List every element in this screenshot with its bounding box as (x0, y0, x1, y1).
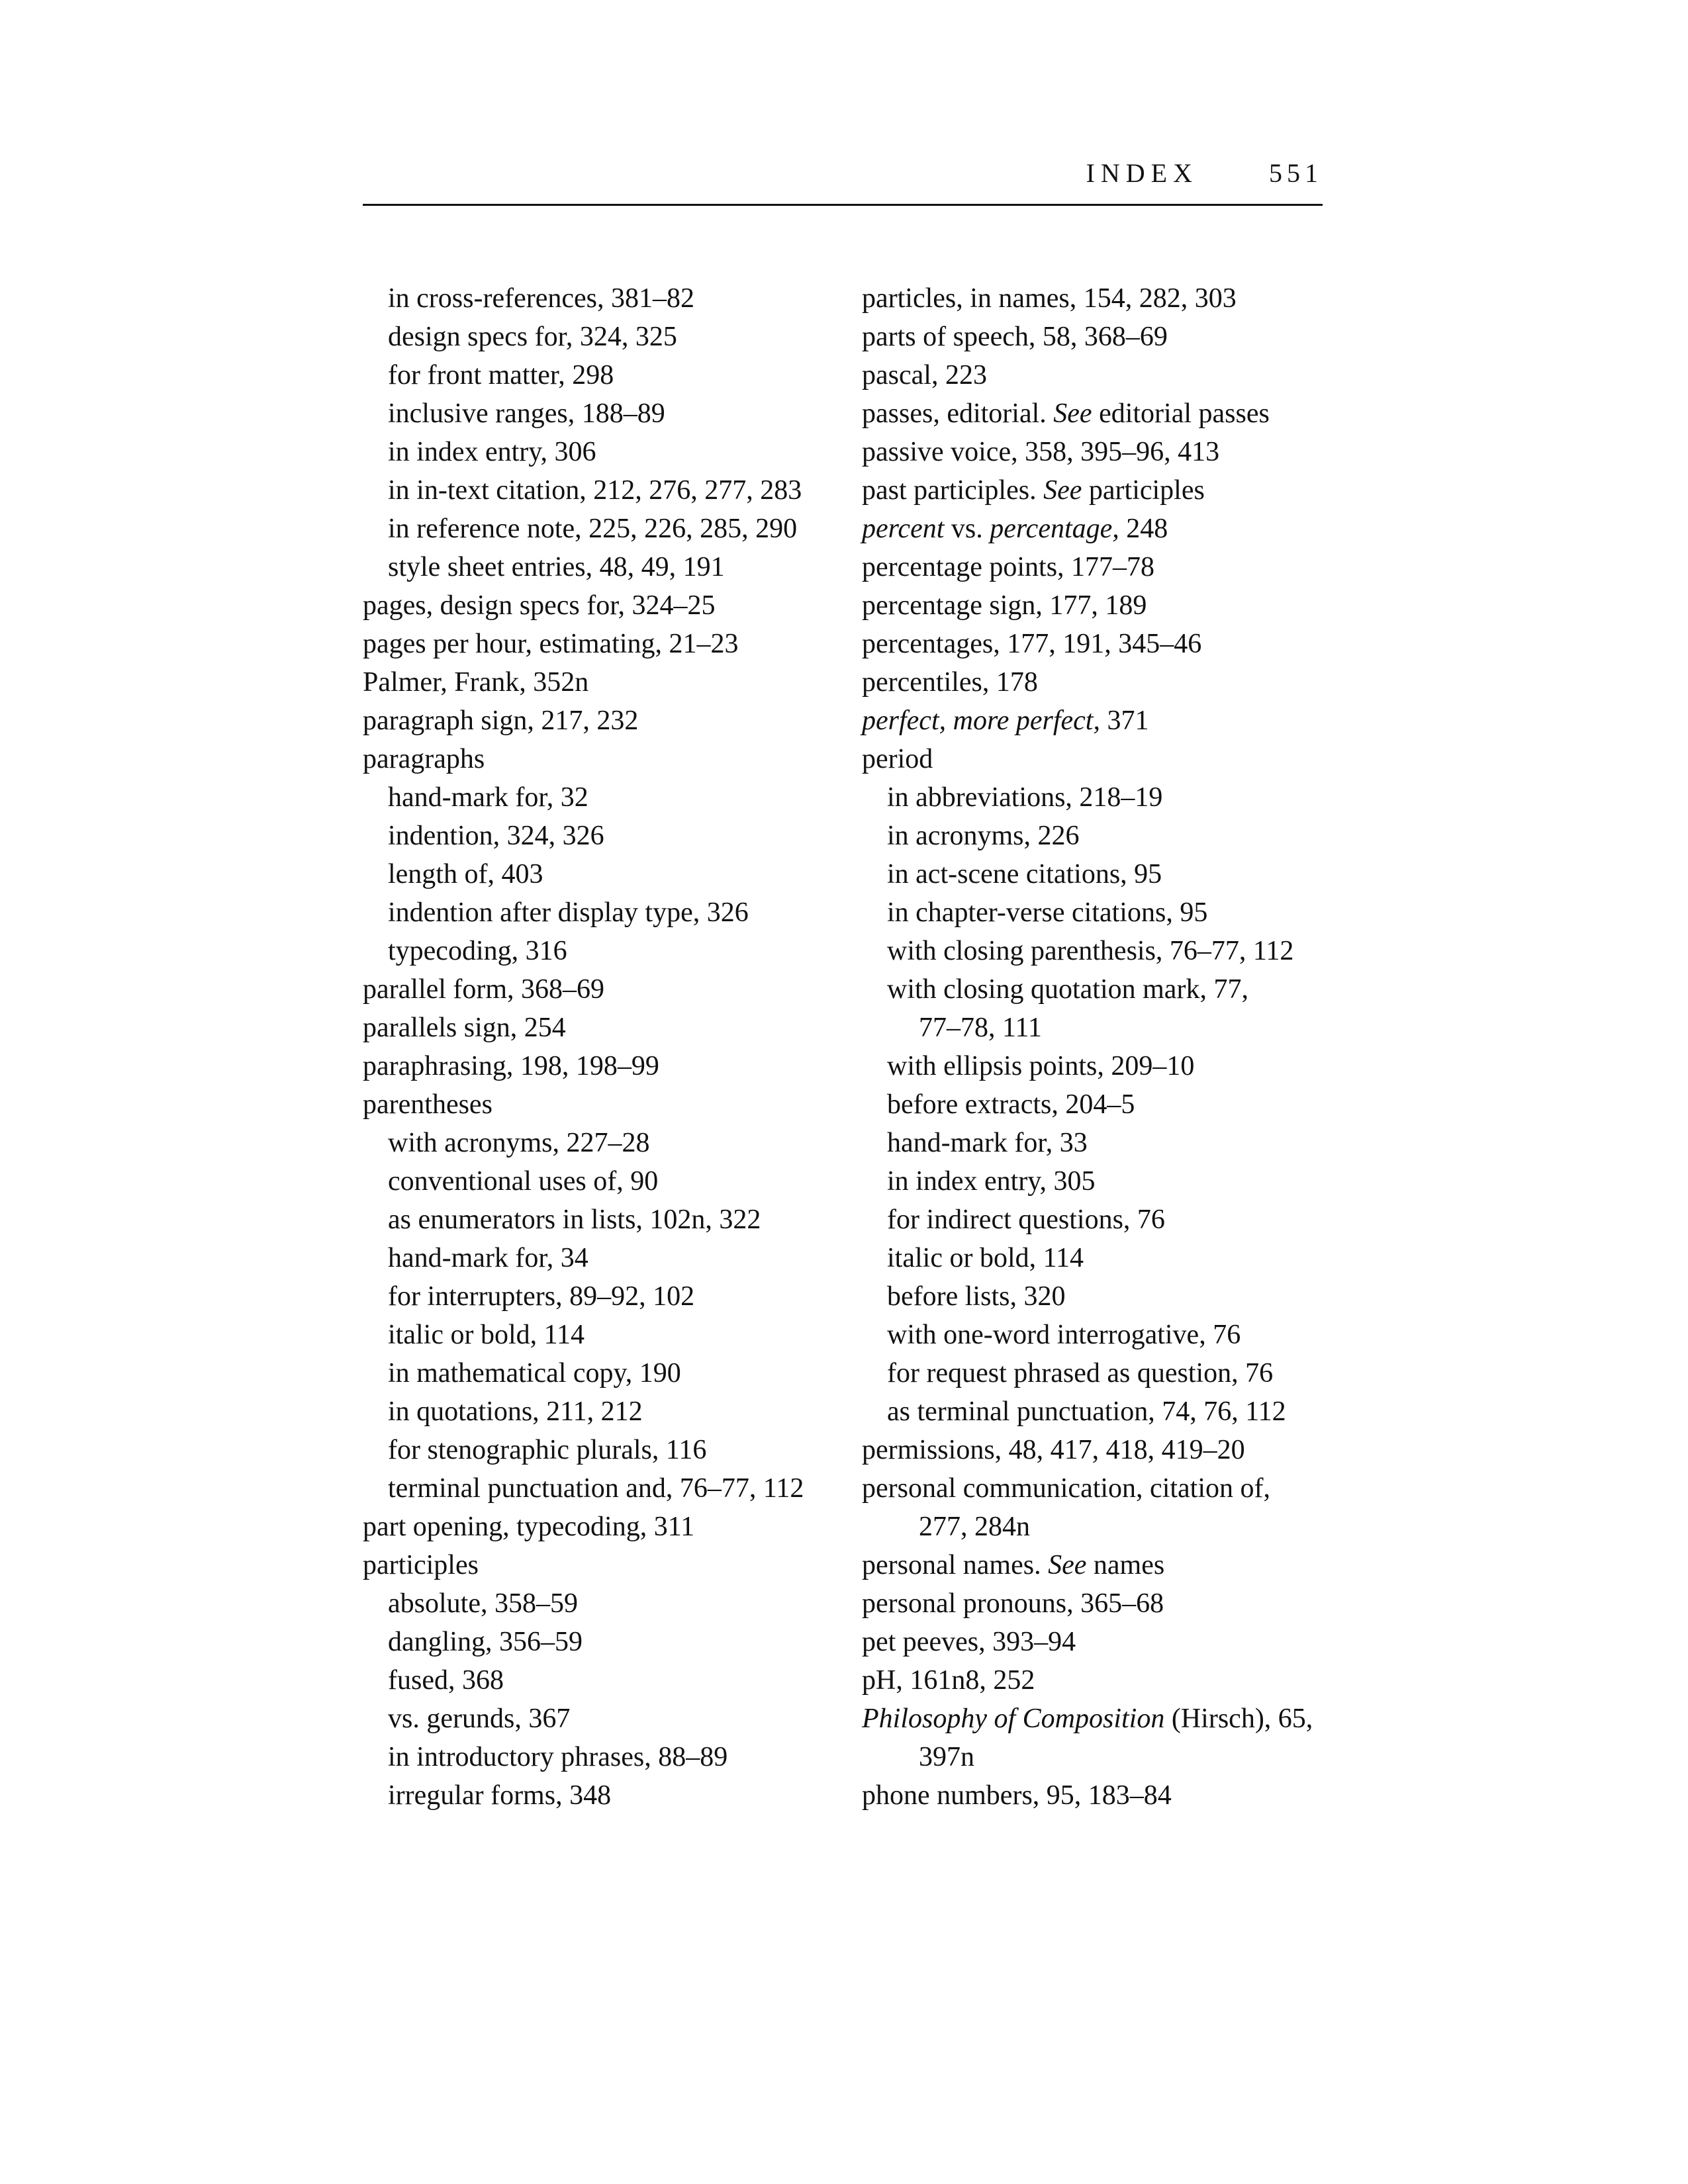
index-subentry (363, 855, 826, 893)
entry-text: conventional uses of, 90 (388, 1166, 659, 1197)
entry-text: passes, editorial. (862, 398, 1054, 429)
entry-text: irregular forms, 348 (388, 1780, 612, 1811)
entry-text: inclusive ranges, 188–89 (388, 398, 665, 429)
entry-text: vs. (944, 514, 990, 544)
entry-text: 248 (1119, 514, 1168, 544)
index-entry (363, 1546, 826, 1584)
entry-text: vs. gerunds, 367 (388, 1704, 571, 1734)
entry-text: percentage points, 177–78 (862, 552, 1155, 582)
entry-text: in cross-references, 381–82 (388, 283, 694, 314)
index-entry (862, 702, 1338, 740)
index-entry (862, 1623, 1338, 1661)
index-subentry (363, 1162, 826, 1201)
index-subentry (363, 1239, 826, 1277)
index-entry (862, 394, 1338, 433)
index-subentry (862, 1392, 1338, 1431)
index-entry (862, 1700, 1338, 1738)
entry-text: with acronyms, 227–28 (388, 1128, 650, 1158)
index-entry (862, 1584, 1338, 1623)
index-subentry (363, 1431, 826, 1469)
index-subentry (363, 471, 826, 510)
index-subentry (363, 1623, 826, 1661)
index-subentry (862, 855, 1338, 893)
entry-text: in chapter-verse citations, 95 (887, 897, 1208, 928)
index-entry (862, 1431, 1338, 1469)
entry-text: indention after display type, 326 (388, 897, 749, 928)
entry-text: typecoding, 316 (388, 936, 567, 966)
entry-text: style sheet entries, 48, 49, 191 (388, 552, 725, 582)
entry-text: pascal, 223 (862, 360, 987, 390)
entry-text: pet peeves, 393–94 (862, 1627, 1076, 1657)
index-subentry (862, 893, 1338, 932)
index-subentry (862, 1201, 1338, 1239)
index-subentry (363, 548, 826, 586)
entry-text-italic: perfect, more perfect, (862, 705, 1100, 736)
entry-text: dangling, 356–59 (388, 1627, 583, 1657)
index-entry (363, 1508, 826, 1546)
entry-text: design specs for, 324, 325 (388, 322, 677, 352)
index-entry (862, 586, 1338, 625)
index-entry (862, 318, 1338, 356)
index-subentry (862, 1047, 1338, 1085)
index-entry (862, 356, 1338, 394)
index-subentry (862, 932, 1338, 970)
index-entry (862, 510, 1338, 548)
entry-text-italic: percentage, (990, 514, 1119, 544)
index-entry (363, 702, 826, 740)
entry-text: italic or bold, 114 (388, 1320, 585, 1350)
entry-text: with closing quotation mark, 77, (887, 974, 1248, 1005)
entry-text: in act-scene citations, 95 (887, 859, 1162, 889)
index-subentry (862, 1354, 1338, 1392)
index-subentry (363, 1700, 826, 1738)
entry-text: with ellipsis points, 209–10 (887, 1051, 1195, 1081)
index-column-left (363, 279, 826, 1815)
index-entry (862, 1469, 1338, 1508)
entry-text: in mathematical copy, 190 (388, 1358, 681, 1388)
entry-text: terminal punctuation and, 76–77, 112 (388, 1473, 804, 1504)
index-entry (862, 663, 1338, 702)
index-subentry (862, 817, 1338, 855)
index-subentry (363, 318, 826, 356)
index-subentry (363, 510, 826, 548)
index-entry (862, 625, 1338, 663)
entry-text: hand-mark for, 32 (388, 782, 588, 813)
entry-text: 77–78, 111 (919, 1013, 1042, 1043)
entry-text: in index entry, 305 (887, 1166, 1096, 1197)
entry-text: in introductory phrases, 88–89 (388, 1742, 728, 1772)
index-subentry (363, 1277, 826, 1316)
index-subentry (363, 1124, 826, 1162)
entry-text: percentiles, 178 (862, 667, 1038, 698)
index-subentry (862, 1316, 1338, 1354)
index-entry (363, 970, 826, 1009)
running-header (363, 154, 1323, 206)
entry-text: passive voice, 358, 395–96, 413 (862, 437, 1220, 467)
index-entry (363, 1047, 826, 1085)
index-subentry (862, 1239, 1338, 1277)
entry-text: parallels sign, 254 (363, 1013, 566, 1043)
entry-text: pages per hour, estimating, 21–23 (363, 629, 739, 659)
index-subentry (363, 1392, 826, 1431)
entry-text: for indirect questions, 76 (887, 1205, 1165, 1235)
entry-text: personal names. (862, 1550, 1049, 1580)
entry-text: in reference note, 225, 226, 285, 290 (388, 514, 798, 544)
index-subentry (363, 817, 826, 855)
entry-text: as terminal punctuation, 74, 76, 112 (887, 1396, 1286, 1427)
index-subentry (363, 893, 826, 932)
entry-text: permissions, 48, 417, 418, 419–20 (862, 1435, 1245, 1465)
entry-text: parallel form, 368–69 (363, 974, 605, 1005)
entry-text: absolute, 358–59 (388, 1588, 578, 1619)
entry-text: for interrupters, 89–92, 102 (388, 1281, 695, 1312)
entry-text: with one-word interrogative, 76 (887, 1320, 1241, 1350)
entry-text-italic: See (1048, 1550, 1087, 1580)
index-subentry (363, 1316, 826, 1354)
index-subentry (862, 970, 1338, 1009)
index-subentry (363, 778, 826, 817)
index-subentry (363, 394, 826, 433)
index-entry (862, 740, 1338, 778)
entry-text: indention, 324, 326 (388, 821, 604, 851)
entry-text-italic: See (1043, 475, 1082, 506)
index-entry-turnover (862, 1738, 1338, 1776)
entry-text: for front matter, 298 (388, 360, 614, 390)
index-subentry (363, 1738, 826, 1776)
index-subentry (862, 1162, 1338, 1201)
entry-text: paragraph sign, 217, 232 (363, 705, 639, 736)
entry-text: paraphrasing, 198, 198–99 (363, 1051, 659, 1081)
index-subentry (363, 932, 826, 970)
index-subentry (363, 279, 826, 318)
entry-text: paragraphs (363, 744, 485, 774)
entry-text: parts of speech, 58, 368–69 (862, 322, 1168, 352)
index-entry (862, 1776, 1338, 1815)
entry-text: 371 (1100, 705, 1149, 736)
entry-text: hand-mark for, 33 (887, 1128, 1088, 1158)
entry-text: hand-mark for, 34 (388, 1243, 588, 1273)
entry-text: before extracts, 204–5 (887, 1089, 1135, 1120)
entry-text: italic or bold, 114 (887, 1243, 1084, 1273)
entry-text: in quotations, 211, 212 (388, 1396, 643, 1427)
entry-text-italic: See (1053, 398, 1092, 429)
index-entry (363, 1085, 826, 1124)
entry-text: as enumerators in lists, 102n, 322 (388, 1205, 761, 1235)
index-entry (862, 471, 1338, 510)
index-entry (862, 279, 1338, 318)
index-subentry (363, 1469, 826, 1508)
entry-text: names (1086, 1550, 1165, 1580)
entry-text: 397n (919, 1742, 974, 1772)
entry-text: fused, 368 (388, 1665, 504, 1696)
entry-text: participles (1082, 475, 1205, 506)
index-entry-turnover (862, 1009, 1338, 1047)
index-column-right (862, 279, 1338, 1815)
index-subentry (862, 1085, 1338, 1124)
entry-text: for stenographic plurals, 116 (388, 1435, 707, 1465)
index-subentry (862, 778, 1338, 817)
index-entry (862, 1546, 1338, 1584)
entry-text: 277, 284n (919, 1512, 1030, 1542)
entry-text: parentheses (363, 1089, 492, 1120)
index-subentry (363, 1776, 826, 1815)
index-entry (363, 663, 826, 702)
entry-text-italic: Philosophy of Composition (862, 1704, 1165, 1734)
index-entry (363, 586, 826, 625)
index-subentry (363, 356, 826, 394)
page-number: 551 (1269, 158, 1323, 188)
entry-text: percentages, 177, 191, 345–46 (862, 629, 1202, 659)
entry-text: before lists, 320 (887, 1281, 1066, 1312)
index-subentry (862, 1277, 1338, 1316)
entry-text: length of, 403 (388, 859, 543, 889)
entry-text: with closing parenthesis, 76–77, 112 (887, 936, 1294, 966)
index-entry (862, 548, 1338, 586)
index-entry (862, 433, 1338, 471)
index-entry (363, 625, 826, 663)
entry-text: personal communication, citation of, (862, 1473, 1270, 1504)
entry-text: participles (363, 1550, 479, 1580)
entry-text: in acronyms, 226 (887, 821, 1080, 851)
entry-text: in in-text citation, 212, 276, 277, 283 (388, 475, 802, 506)
entry-text: personal pronouns, 365–68 (862, 1588, 1164, 1619)
index-subentry (363, 1584, 826, 1623)
entry-text: pH, 161n8, 252 (862, 1665, 1035, 1696)
index-subentry (363, 1354, 826, 1392)
entry-text-italic: percent (862, 514, 945, 544)
entry-text: past participles. (862, 475, 1044, 506)
index-entry (363, 1009, 826, 1047)
index-subentry (363, 1201, 826, 1239)
index-entry (862, 1661, 1338, 1700)
index-subentry (363, 1661, 826, 1700)
entry-text: Palmer, Frank, 352n (363, 667, 589, 698)
entry-text: for request phrased as question, 76 (887, 1358, 1274, 1388)
entry-text: in abbreviations, 218–19 (887, 782, 1163, 813)
entry-text: period (862, 744, 933, 774)
index-subentry (363, 433, 826, 471)
entry-text: pages, design specs for, 324–25 (363, 590, 716, 621)
entry-text: editorial passes (1092, 398, 1270, 429)
entry-text: (Hirsch), 65, (1164, 1704, 1313, 1734)
running-title: INDEX (1086, 158, 1198, 188)
entry-text: in index entry, 306 (388, 437, 596, 467)
entry-text: particles, in names, 154, 282, 303 (862, 283, 1237, 314)
entry-text: percentage sign, 177, 189 (862, 590, 1147, 621)
entry-text: phone numbers, 95, 183–84 (862, 1780, 1172, 1811)
index-entry-turnover (862, 1508, 1338, 1546)
entry-text: part opening, typecoding, 311 (363, 1512, 695, 1542)
index-subentry (862, 1124, 1338, 1162)
index-entry (363, 740, 826, 778)
